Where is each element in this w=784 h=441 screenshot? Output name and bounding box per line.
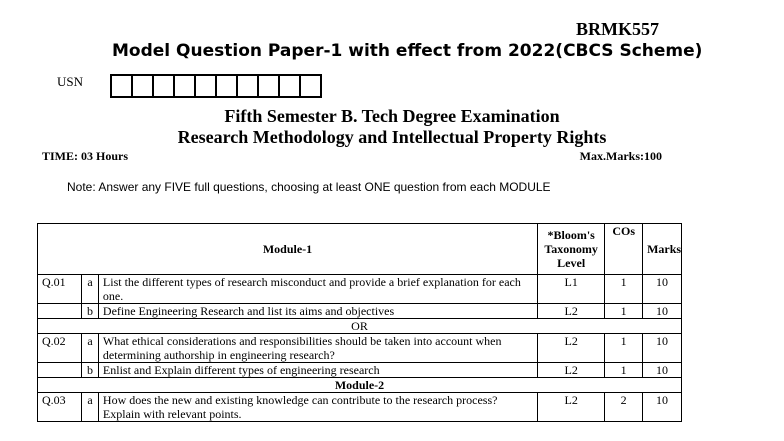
co-value: 2 [605,393,643,422]
blooms-level: L2 [538,304,605,319]
usn-digit-box [278,74,301,98]
module-1-heading: Module-1 [38,224,538,275]
table-row [38,393,682,422]
usn-digit-box [110,74,133,98]
question-text: List the different types of research misconduct and provide a brief explanation for each one. [98,275,537,304]
usn-digit-box [194,74,217,98]
question-text: Define Engineering Research and list its aims and objectives [98,304,537,319]
cos-column-header: COs [605,224,643,275]
co-value: 1 [605,304,643,319]
marks-value: 10 [643,275,682,304]
question-number [38,304,82,319]
usn-label: USN [57,74,84,89]
usn-digit-box [173,74,196,98]
co-value: 1 [605,334,643,363]
blooms-level: L2 [538,393,605,422]
sub-question-letter: a [82,275,99,304]
usn-digit-box [215,74,238,98]
paper-title: Model Question Paper-1 with effect from 2022(CBCS Scheme) [112,41,703,61]
sub-question-letter: a [82,334,99,363]
marks-value: 10 [643,334,682,363]
usn-digit-box [152,74,175,98]
co-value: 1 [605,363,643,378]
usn-box-grid [112,74,322,98]
usn-digit-box [257,74,280,98]
co-value: 1 [605,275,643,304]
paper-code: BRMK557 [576,19,659,39]
question-number: Q.03 [38,393,82,422]
marks-column-header: Marks [643,224,682,275]
or-row [38,319,682,334]
question-text: Enlist and Explain different types of engineering research [98,363,537,378]
marks-value: 10 [643,393,682,422]
usn-digit-box [299,74,322,98]
blooms-level: L2 [538,363,605,378]
table-row [38,304,682,319]
marks-value: 10 [643,304,682,319]
usn-digit-box [236,74,259,98]
or-separator: OR [38,319,682,334]
subject-title: Research Methodology and Intellectual Property Rights [177,127,607,147]
max-marks-label: Max.Marks:100 [579,149,662,163]
question-number [38,363,82,378]
table-row [38,275,682,304]
instructions-note: Note: Answer any FIVE full questions, choosing at least ONE question from each MODULE [67,180,551,194]
question-text: What ethical considerations and responsibilities should be taken into account when determining authorship in engineering research? [98,334,537,363]
blooms-level: L2 [538,334,605,363]
blooms-level: L1 [538,275,605,304]
table-header-row [38,224,682,275]
question-table [37,223,682,422]
sub-question-letter: b [82,363,99,378]
question-number: Q.02 [38,334,82,363]
question-number: Q.01 [38,275,82,304]
exam-title: Fifth Semester B. Tech Degree Examination [224,106,560,126]
table-row [38,334,682,363]
sub-question-letter: a [82,393,99,422]
time-label: TIME: 03 Hours [42,149,129,163]
blooms-column-header: *Bloom's Taxonomy Level [538,224,605,275]
usn-digit-box [131,74,154,98]
sub-question-letter: b [82,304,99,319]
question-text: How does the new and existing knowledge can contribute to the research process? Explain with relevant points. [98,393,537,422]
table-row [38,363,682,378]
module-2-heading: Module-2 [38,378,682,393]
marks-value: 10 [643,363,682,378]
module-heading-row [38,378,682,393]
